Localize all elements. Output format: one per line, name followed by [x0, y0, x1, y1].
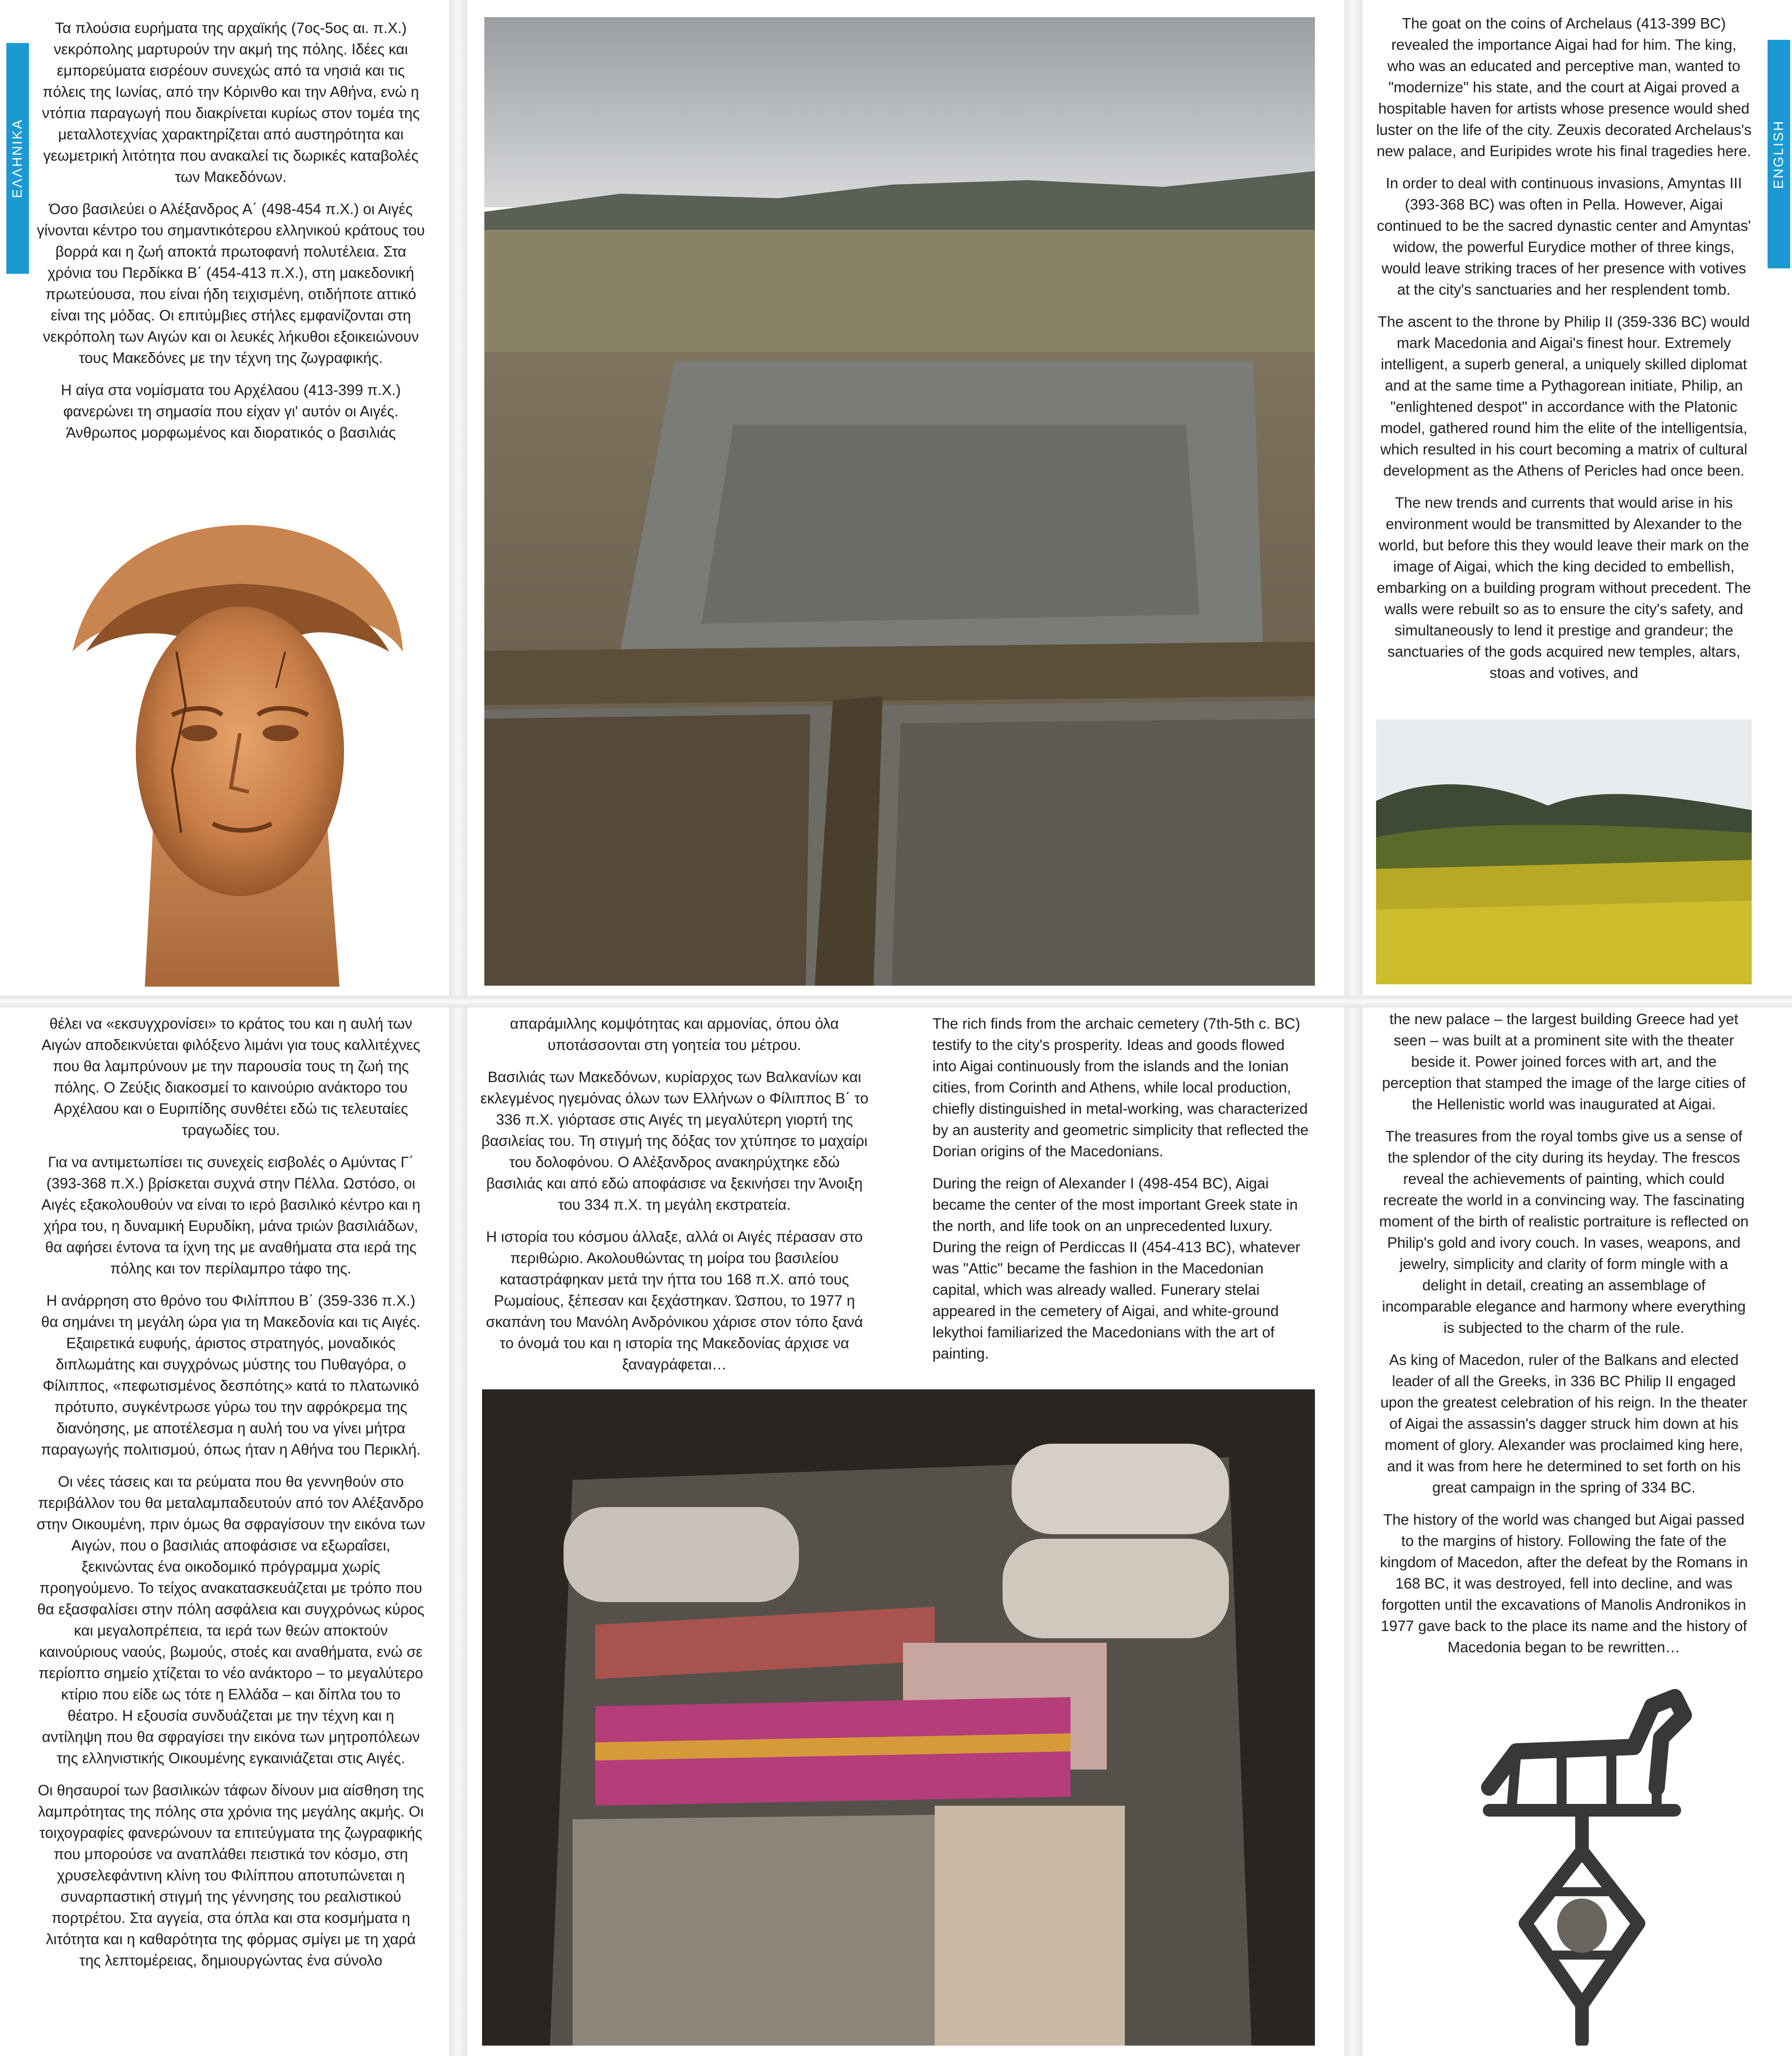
- english-paragraph: As king of Macedon, ruler of the Balkans and elected leader of all the Greeks, in 336 BC Philip II engaged upon the greatest celebration of his reign. In the theater of Aigai the assassin's dagger struck him down at his moment of glory. Alexander was proclaimed king here, and it was from here he determined to set forth on his great campaign in the spring of 334 BC.: [1380, 1351, 1748, 1496]
- english-paragraph: The new trends and currents that would arise in his environment would be transmitted by Alexander to the world, but before this they would leave their mark on the image of Aigai, which the king decided to embellish, embarking on a building program without precedent. The walls were rebuilt so as to ensure the city's safety, and simultaneously to lend it prestige and grandeur; the sanctuaries of the gods acquired new temples, altars, stoas and votives, and: [1376, 494, 1751, 681]
- english-paragraph: The ascent to the throne by Philip II (359-336 BC) would mark Macedonia and Aigai's finest hour. Extremely intelligent, a superb general, a uniquely skilled diplomat and at the same time a Pythagorean initiate, Philip, an "enlightened despot" in accordance with the Platonic model, gathered round him the elite of the intelligentsia, which resulted in his court becoming a matrix of cultural development as the Athens of Pericles had once been.: [1378, 313, 1750, 479]
- english-text-column-middle: [932, 1013, 1313, 1375]
- greek-paragraph: Η αίγα στα νομίσματα του Αρχέλαου (413-399 π.Χ.) φανερώνει τη σημασία που είχαν γι' αυτόν οι Αιγές. Άνθρωπος μορφωμένος και διορατικός ο βασιλιάς: [61, 382, 401, 441]
- greek-paragraph: Η ανάρρηση στο θρόνο του Φιλίππου Β΄ (359-336 π.Χ.) θα σημάνει τη μεγάλη ώρα για τη Μακεδονία και τις Αιγές. Εξαιρετικά ευφυής, άριστος στρατηγός, μοναδικός διπλωμάτης και συγχρόνως μύστης του Πυθαγόρα, ο Φίλιππος, «πεφωτισμένος δεσπότης» κατά το πλατωνικό πρότυπο, συγκέντρωσε γύρω του την αφρόκρεμα της διανόησης, με αποτέλεσμα η αυλή του να γίνει μήτρα παραγωγής πολιτισμού, όπως ήταν η Αθήνα του Περικλή.: [41, 1292, 421, 1458]
- page-fold: [0, 996, 1792, 1007]
- greek-tab-label: ΕΛΛΗΝΙΚΑ: [10, 119, 25, 198]
- greek-paragraph: Η ιστορία του κόσμου άλλαξε, αλλά οι Αιγές πέρασαν στο περιθώριο. Ακολουθώντας τη μοίρα του βασιλείου καταστράφηκαν μετά την ήττα του 168 π.Χ. από τους Ρωμαίους, ξέπεσαν και ξεχάστηκαν. Ώσπου, το 1977 η σκαπάνη του Μανόλη Ανδρόνικου χάρισε στον τόπο ξανά το όνομά του και η ιστορία της Μακεδονίας άρχισε να ξαναγράφεται…: [486, 1228, 863, 1373]
- greek-paragraph: Τα πλούσια ευρήματα της αρχαϊκής (7ος-5ος αι. π.Χ.) νεκρόπολης μαρτυρούν την ακμή της πόλης. Ιδέες και εμπορεύματα εισρέουν συνεχώς από τα νησιά και τις πόλεις της Ιωνίας, από την Κόρινθο και την Αθήνα, ενώ η ντόπια παραγωγή που διακρίνεται κυρίως στον τομέα της μεταλλοτεχνίας χαρακτηρίζεται από αυστηρότητα και γεωμετρική λιτότητα που ανακαλεί τις δωρικές καταβολές των Μακεδόνων.: [42, 19, 420, 185]
- english-text-column-bottom: [1376, 1008, 1752, 1669]
- english-paragraph: The treasures from the royal tombs give us a sense of the splendor of the city during its heyday. The frescos reveal the achievements of painting, which could recreate the world in a convincing way. The fascinating moment of the birth of realistic portraiture is reflected on Philip's gold and ivory couch. In vases, weapons, and jewelry, simplicity and clarity of form mingle with a delight in detail, creating an assemblage of incomparable elegance and harmony where everything is subjected to the charm of the rule.: [1379, 1128, 1749, 1336]
- bronze-horse-figurine-photo: [1462, 1688, 1702, 2046]
- greek-paragraph: θέλει να «εκσυγχρονίσει» το κράτος του και η αυλή των Αιγών αποδεικνύεται φιλόξενο λιμάνι για τους καλλιτέχνες που θα λαμπρύνουν με την παρουσία τους τη ζωή της πόλης. Ο Ζεύξις διακοσμεί το καινούριο ανάκτορο του Αρχέλαου και ο Ευριπίδης συνθέτει εδώ τις τελευταίες τραγωδίες του.: [41, 1015, 421, 1138]
- panel-fold: [449, 0, 467, 2056]
- greek-paragraph: Βασιλιάς των Μακεδόνων, κυρίαρχος των Βαλκανίων και εκλεγμένος ηγεμόνας όλων των Ελλήνων ο Φίλιππος Β΄ το 336 π.Χ. γιόρτασε στις Αιγές τη μεγαλύτερη γιορτή της βασιλείας του. Τη στιγμή της δόξας τον χτύπησε το μαχαίρι του δολοφόνου. Ο Αλέξανδρος ανακηρύχτηκε εδώ βασιλιάς και από εδώ αποφάσισε να ξεκινήσει την Άνοιξη του 334 π.Χ. τη μεγάλη εκστρατεία.: [480, 1069, 869, 1213]
- english-paragraph: During the reign of Alexander I (498-454 BC), Aigai became the center of the most important Greek state in the north, and life took on an unprecedented luxury. During the reign of Perdiccas II (454-413 BC), whatever was "Attic" became the fashion in the Macedonian capital, which was already walled. Funerary stelai appeared in the cemetery of Aigai, and white-ground lekythoi familiarized the Macedonians with the art of painting.: [932, 1175, 1300, 1362]
- english-text-column-top: [1376, 13, 1752, 694]
- greek-paragraph: Οι νέες τάσεις και τα ρεύματα που θα γεννηθούν στο περιβάλλον του θα μεταλαμπαδευτούν από τον Αλέξανδρο στην Οικουμένη, πριν όμως θα σφραγίσουν την εικόνα των Αιγών, που ο βασιλιάς αποφάσισε να εξωραΐσει, ξεκινώντας ένα οικοδομικό πρόγραμμα χωρίς προηγούμενο. Το τείχος ανακατασκευάζεται με τρόπο που θα εξασφαλίσει στην πόλη ασφάλεια και συγχρόνως κύρος και μεγαλοπρέπεια, τα ιερά των θεών αποκτούν καινούριους ναούς, βωμούς, στοές και αναθήματα, ενώ σε περίοπτο σημείο χτίζεται το νέο ανάκτορο – το μεγαλύτερο κτίριο που είδε ως τότε η Ελλάδα – και δίπλα του το θέατρο. Η εξουσία συνδυάζεται με την τέχνη και η αντίληψη που θα σφραγίσει την εικόνα των μητροπόλεων της ελληνιστικής Οικουμένης εγκαινιάζεται στις Αιγές.: [36, 1473, 425, 1766]
- english-paragraph: The goat on the coins of Archelaus (413-399 BC) revealed the importance Aigai had for him. The king, who was an educated and perceptive man, wanted to "modernize" his state, and the court at Aigai proved a hospitable haven for artists whose presence would shed luster on the life of the city. Zeuxis decorated Archelaus's new palace, and Euripides wrote his final tragedies here.: [1376, 15, 1752, 159]
- english-paragraph: The history of the world was changed but Aigai passed to the margins of history. Following the fate of the kingdom of Macedon, after the defeat by the Romans in 168 BC, it was destroyed, fell into decline, and was forgotten until the excavations of Manolis Andronikos in 1977 gave back to the place its name and the history of Macedonia began to be rewritten…: [1380, 1511, 1748, 1655]
- terracotta-head-photo: [68, 516, 412, 987]
- flower-meadow-photo: [1376, 720, 1752, 984]
- greek-language-tab: [6, 43, 29, 274]
- english-language-tab: [1768, 40, 1790, 268]
- greek-paragraph: απαράμιλλης κομψότητας και αρμονίας, όπου όλα υποτάσσονται στη γοητεία του μέτρου.: [510, 1015, 839, 1053]
- greek-text-column-middle: [480, 1013, 869, 1386]
- panel-fold: [1344, 0, 1362, 2056]
- greek-text-column-bottom: [36, 1013, 425, 1982]
- english-paragraph: In order to deal with continuous invasions, Amyntas III (393-368 BC) was often in Pella. However, Aigai continued to be the sacred dynastic center and Amyntas' widow, the powerful Eurydice mother of three kings, would leave striking traces of her presence with votives at the city's sanctuaries and her resplendent tomb.: [1376, 175, 1751, 298]
- greek-paragraph: Όσο βασιλεύει ο Αλέξανδρος Α΄ (498-454 π.Χ.) οι Αιγές γίνονται κέντρο του σημαντικότερου ελληνικού κράτους του βορρά και η ζωή αποκτά πρωτοφανή πολυτέλεια. Στα χρόνια του Περδίκκα Β΄ (454-413 π.Χ.), στη μακεδονική πρωτεύουσα, που είναι ήδη τειχισμένη, οτιδήποτε αττικό είναι της μόδας. Οι επιτύμβιες στήλες εμφανίζονται στη νεκρόπολη των Αιγών και οι λευκές λήκυθοι εξοικειώνουν τους Μακεδόνες με την τέχνη της ζωγραφικής.: [37, 200, 425, 366]
- greek-paragraph: Οι θησαυροί των βασιλικών τάφων δίνουν μια αίσθηση της λαμπρότητας της πόλης στα χρόνια της μεγάλης ακμής. Οι τοιχογραφίες φανερώνουν τα επιτεύγματα της ζωγραφικής που μπορούσε να αναπλάθει πειστικά τον κόσμο, στη χρυσελεφάντινη κλίνη του Φιλίππου αποτυπώνεται η συναρπαστική στιγμή της γέννησης του ρεαλιστικού πορτρέτου. Στα αγγεία, στα όπλα και στα κοσμήματα η λιτότητα και η καθαρότητα της φόρμας σμίγει με τη χαρά της λεπτομέρειας, δημιουργώντας ένα σύνολο: [38, 1782, 424, 1969]
- english-paragraph: The rich finds from the archaic cemetery (7th-5th c. BC) testify to the city's prosperity. Ideas and goods flowed into Aigai continuously from the islands and the Ionian cities, from Corinth and Athens, while local production, chiefly distinguished in metal-working, was characterized by an austerity and geometric simplicity that reflected the Dorian origins of the Macedonians.: [932, 1015, 1309, 1159]
- excavation-site-photo: [484, 17, 1315, 986]
- greek-paragraph: Για να αντιμετωπίσει τις συνεχείς εισβολές ο Αμύντας Γ΄ (393-368 π.Χ.) βρίσκεται συχνά στην Πέλλα. Ωστόσο, οι Αιγές εξακολουθούν να είναι το ιερό βασιλικό κέντρο και η χήρα του, η δυναμική Ευρυδίκη, μάνα τριών βασιλιάδων, θα αφήσει έντονα τα ίχνη της με αναθήματα στα ιερά της πόλης και τον περίλαμπρο τάφο της.: [41, 1154, 421, 1277]
- english-paragraph: the new palace – the largest building Greece had yet seen – was built at a prominent site with the theater beside it. Power joined forces with art, and the perception that stamped the image of the large cities of the Hellenistic world was inaugurated at Aigai.: [1382, 1011, 1746, 1112]
- throne-fresco-photo: [482, 1389, 1315, 2046]
- english-tab-label: ENGLISH: [1771, 119, 1786, 189]
- greek-text-column-top: [36, 17, 425, 454]
